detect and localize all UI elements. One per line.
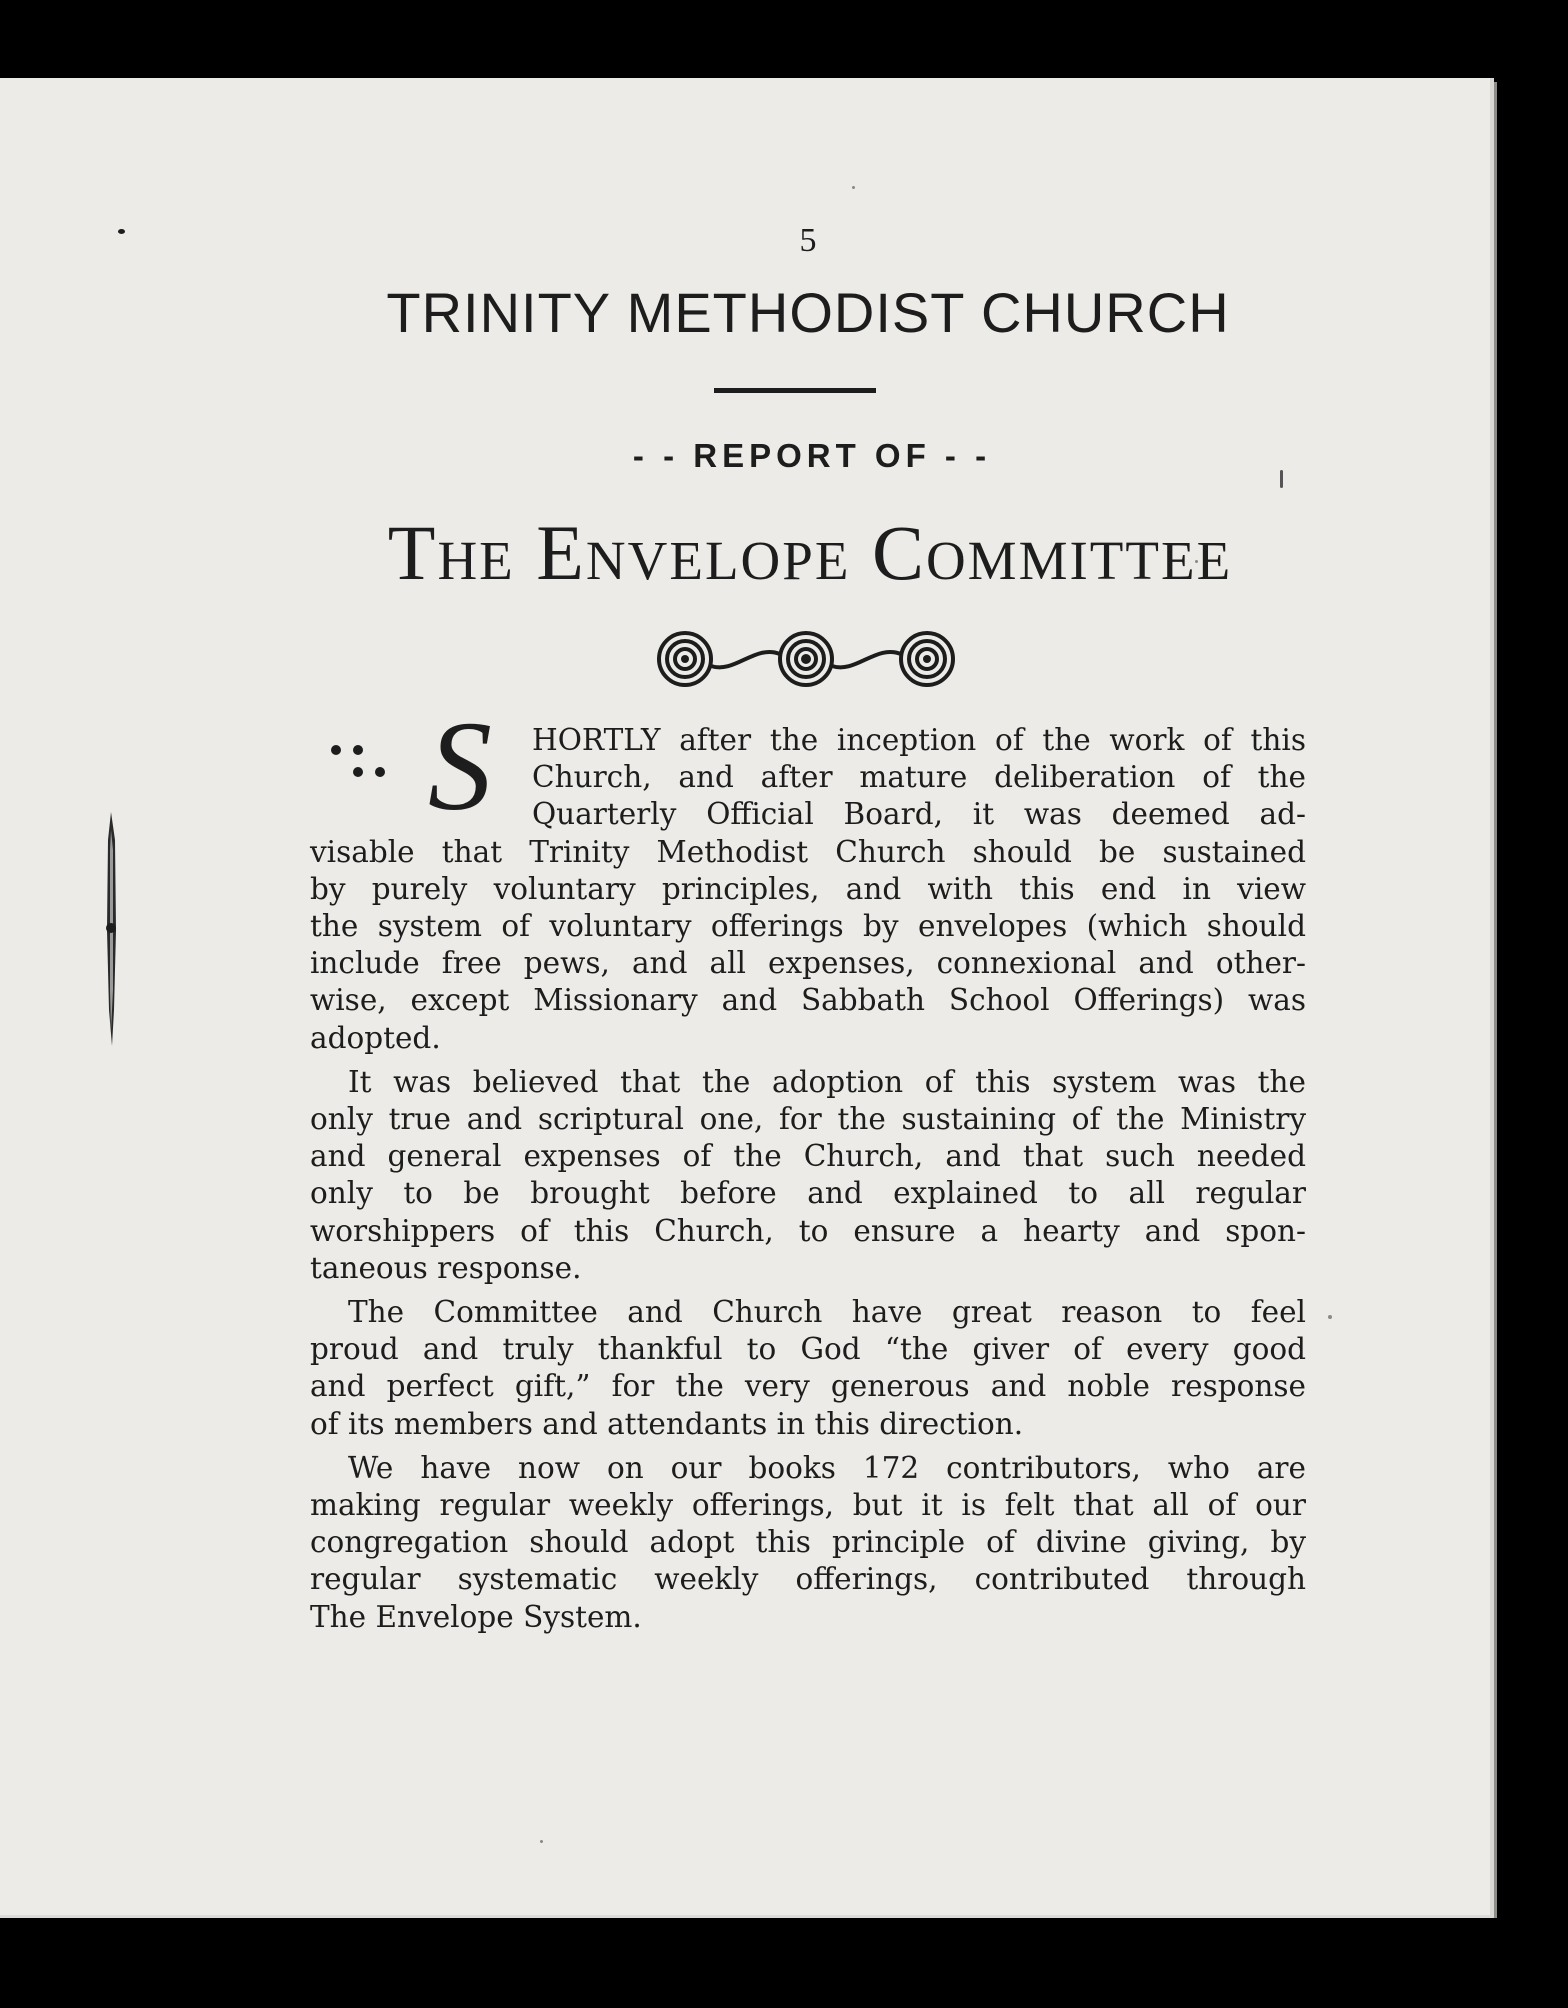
text-line: by purely voluntary principles, and with this end in view	[310, 871, 1306, 906]
text-line: the system of voluntary offerings by envelopes (which should	[310, 909, 1306, 944]
text-line: worshippers of this Church, to ensure a hearty and spon-	[310, 1213, 1306, 1248]
text-line: It was believed that the adoption of this system was the	[348, 1064, 1306, 1099]
text-line: congregation should adopt this principle of divine giving, by	[310, 1525, 1306, 1560]
ink-speck	[1328, 1315, 1332, 1319]
paragraph	[310, 1450, 1306, 1636]
paragraph	[310, 722, 1306, 1057]
text-line: The Committee and Church have great reason to feel	[348, 1295, 1306, 1330]
text-line: and general expenses of the Church, and that such needed	[310, 1139, 1306, 1174]
text-line: proud and truly thankful to God “the giver of every good	[310, 1332, 1306, 1367]
paragraph	[310, 1294, 1306, 1443]
staple-icon	[100, 810, 122, 1048]
report-body	[310, 722, 1306, 1643]
text-line: visable that Trinity Methodist Church should be sustained	[310, 834, 1306, 869]
spiral-ornament-icon	[650, 626, 962, 692]
text-line: include free pews, and all expenses, connexional and other-	[310, 946, 1306, 981]
text-line: wise, except Missionary and Sabbath School Offerings) was	[310, 983, 1306, 1018]
page-number: 5	[799, 222, 817, 259]
text-line: Church, and after mature deliberation of the	[532, 760, 1306, 795]
text-line: HORTLY after the inception of the work of this	[532, 723, 1306, 757]
ink-speck	[540, 1840, 543, 1843]
drop-cap: S	[428, 695, 492, 837]
text-line: of its members and attendants in this direction.	[310, 1406, 1024, 1441]
text-line: regular systematic weekly offerings, contributed through	[310, 1562, 1306, 1597]
text-line: The Envelope System.	[310, 1599, 642, 1634]
heading-rule	[714, 388, 876, 393]
text-line: adopted.	[310, 1020, 441, 1055]
text-line: We have now on our books 172 contributors, who are	[348, 1450, 1306, 1485]
page-edge	[1494, 82, 1497, 1918]
text-line: making regular weekly offerings, but it is felt that all of our	[310, 1488, 1306, 1523]
text-line: only to be brought before and explained to all regular	[310, 1176, 1306, 1211]
text-line: taneous response.	[310, 1250, 582, 1285]
church-name-heading: TRINITY METHODIST CHURCH	[386, 281, 1230, 344]
text-line: and perfect gift,” for the very generous and noble response	[310, 1369, 1306, 1404]
text-line: only true and scriptural one, for the sustaining of the Ministry	[310, 1102, 1306, 1137]
ink-speck	[852, 186, 855, 189]
report-of-subheading: - - REPORT OF - -	[632, 437, 992, 474]
text-line: Quarterly Official Board, it was deemed ad-	[532, 797, 1306, 832]
report-title: The Envelope Committee	[387, 509, 1233, 596]
paragraph	[310, 1064, 1306, 1287]
